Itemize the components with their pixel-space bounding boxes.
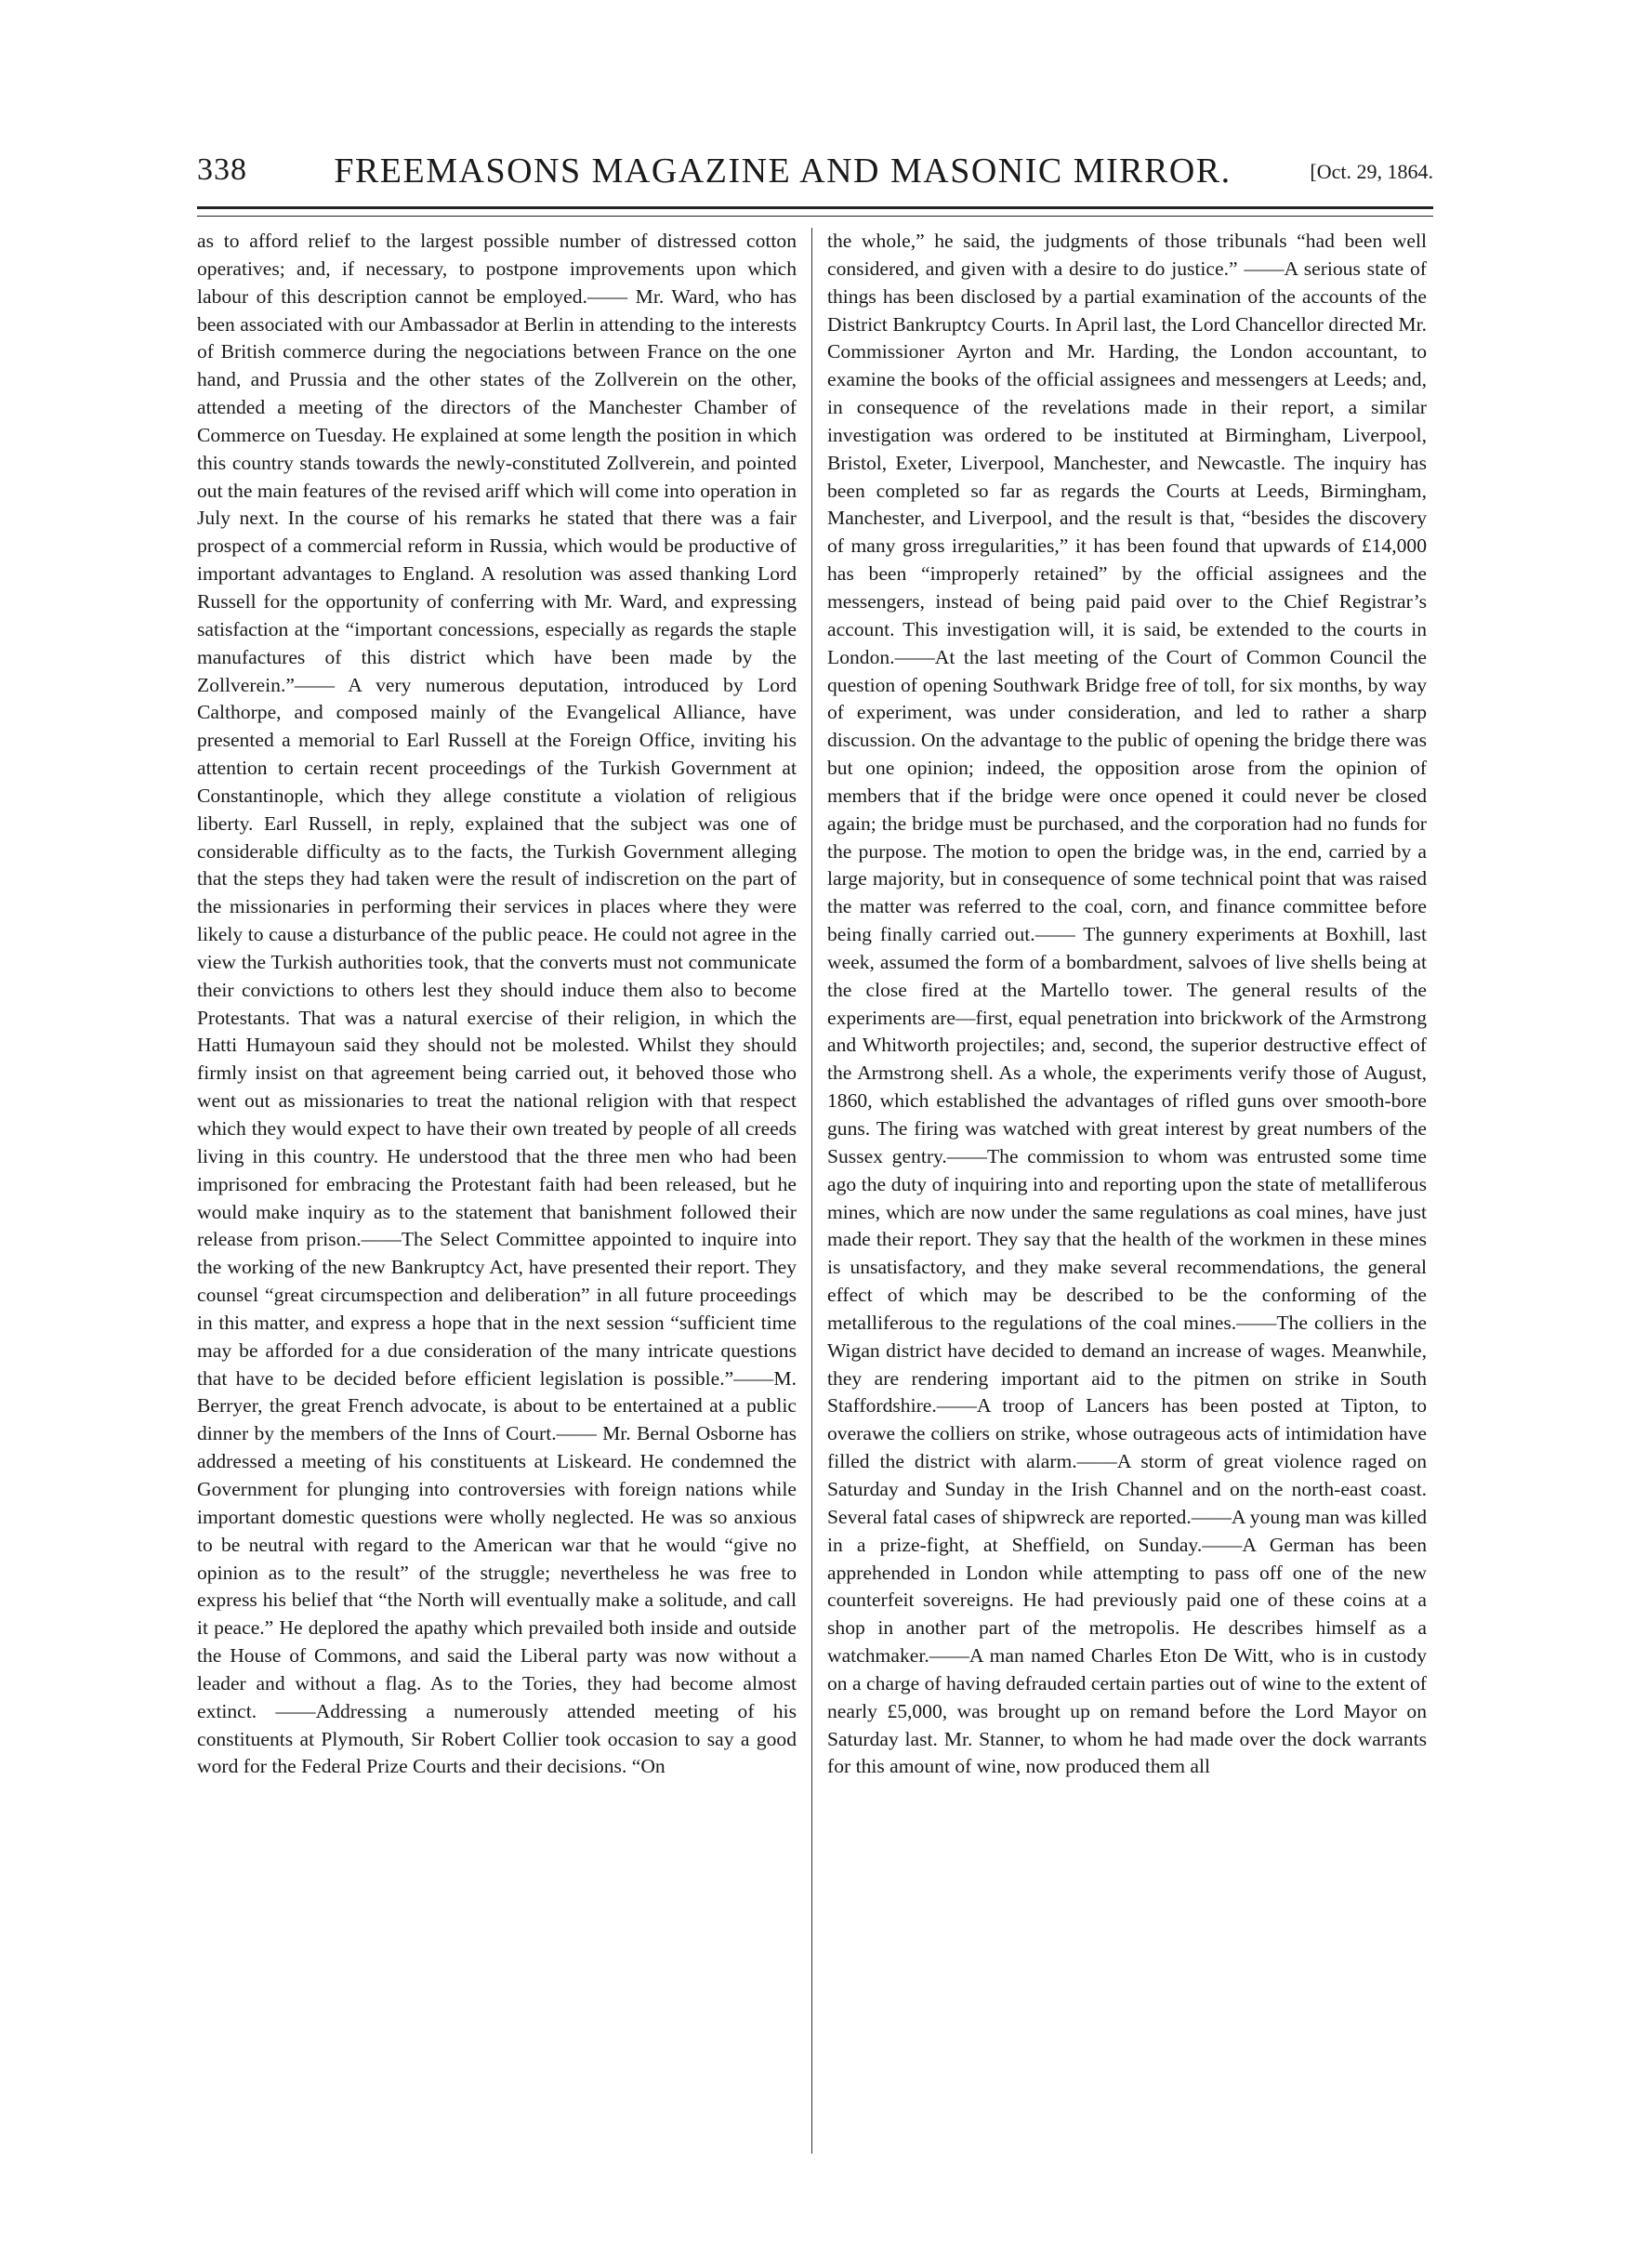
- right-column-text: the whole,” he said, the judgments of those tribunals “had been well considered, and given with a desire to do justice.” ——A serious state of things has been disclosed by a partial examination of the accounts of the District Bankruptcy Courts. In April last, the Lord Chancellor directed Mr. Commissioner Ayrton and Mr. Harding, the London accountant, to examine the books of the official assignees and messengers at Leeds; and, in consequence of the revelations made in their report, a similar investigation was ordered to be instituted at Birmingham, Liverpool, Bristol, Exeter, Liverpool, Manchester, and Newcastle. The inquiry has been completed so far as regards the Courts at Leeds, Birmingham, Manchester, and Liverpool, and the result is that, “besides the discovery of many gross irregularities,” it has been found that upwards of £14,000 has been “improperly retained” by the official assignees and the messengers, instead of being paid paid over to the Chief Registrar’s account. This investigation will, it is said, be extended to the courts in London.——At the last meeting of the Court of Common Council the question of opening Southwark Bridge free of toll, for six months, by way of experiment, was under consideration, and led to rather a sharp discussion. On the advantage to the public of opening the bridge there was but one opinion; indeed, the opposition arose from the opinion of members that if the bridge were once opened it could never be closed again; the bridge must be purchased, and the corporation had no funds for the purpose. The motion to open the bridge was, in the end, carried by a large majority, but in consequence of some technical point that was raised the matter was referred to the coal, corn, and finance committee before being finally carried out.—— The gunnery experiments at Boxhill, last week, assumed the form of a bombardment, salvoes of live shells being at the close fired at the Martello tower. The general results of the experiments are—first, equal penetration into brickwork of the Armstrong and Whitworth projectiles; and, second, the superior destructive effect of the Armstrong shell. As a whole, the experiments verify those of August, 1860, which established the advantages of rifled guns over smooth-bore guns. The firing was watched with great interest by great numbers of the Sussex gentry.——The commission to whom was entrusted some time ago the duty of inquiring into and reporting upon the state of metalliferous mines, which are now under the same regulations as coal mines, have just made their report. They say that the health of the workmen in these mines is unsatisfactory, and they make several recommendations, the general effect of which may be described to be the conforming of the metalliferous to the regulations of the coal mines.——The colliers in the Wigan district have decided to demand an increase of wages. Meanwhile, they are rendering important aid to the pitmen on strike in South Staffordshire.——A troop of Lancers has been posted at Tipton, to overawe the colliers on strike, whose outrageous acts of intimidation have filled the district with alarm.——A storm of great violence raged on Saturday and Sunday in the Irish Channel and on the north-east coast. Several fatal cases of shipwreck are reported.——A young man was killed in a prize-fight, at Sheffield, on Sunday.——A German has been apprehended in London while attempting to pass off one of the new counterfeit sovereigns. He had previously paid one of these coins at a shop in another part of the metropolis. He describes himself as a watchmaker.——A man named Charles Eton De Witt, who is in custody on a charge of having defrauded certain parties out of wine to the extent of nearly £5,000, was brought up on remand before the Lord Mayor on Saturday last. Mr. Stanner, to whom he had made over the dock warrants for this amount of wine, now produced them all: [827, 230, 1427, 1778]
- page-number: 338: [197, 152, 247, 187]
- right-column: [827, 228, 1427, 1781]
- issue-date: [Oct. 29, 1864.: [1310, 160, 1433, 183]
- header-rule-thin: [197, 216, 1433, 217]
- masthead: [197, 147, 1433, 212]
- header-rule-thick: [197, 206, 1433, 209]
- left-column-text: as to afford relief to the largest possible number of distressed cotton operatives; and, if necessary, to postpone improvements upon which labour of this description cannot be employed.—— Mr. Ward, who has been associated with our Ambassador at Berlin in attending to the interests of British commerce during the negociations between France on the one hand, and Prussia and the other states of the Zollverein on the other, attended a meeting of the directors of the Manchester Chamber of Commerce on Tuesday. He explained at some length the position in which this country stands towards the newly-constituted Zollverein, and pointed out the main features of the revised ariff which will come into operation in July next. In the course of his remarks he stated that there was a fair prospect of a commercial reform in Russia, which would be productive of important advantages to England. A resolution was assed thanking Lord Russell for the opportunity of conferring with Mr. Ward, and expressing satisfaction at the “important concessions, especially as regards the staple manufactures of this district which have been made by the Zollverein.”—— A very numerous deputation, introduced by Lord Calthorpe, and composed mainly of the Evangelical Alliance, have presented a memorial to Earl Russell at the Foreign Office, inviting his attention to certain recent proceedings of the Turkish Government at Constantinople, which they allege constitute a violation of religious liberty. Earl Russell, in reply, explained that the subject was one of considerable difficulty as to the facts, the Turkish Government alleging that the steps they had taken were the result of indiscretion on the part of the missionaries in performing their services in places where they were likely to cause a disturbance of the public peace. He could not agree in the view the Turkish authorities took, that the converts must not communicate their convictions to others lest they should induce them also to become Protestants. That was a natural exercise of their religion, in which the Hatti Humayoun said they should not be molested. Whilst they should firmly insist on that agreement being carried out, it behoved those who went out as missionaries to treat the national religion with that respect which they would expect to have their own treated by people of all creeds living in this country. He understood that the three men who had been imprisoned for embracing the Protestant faith had been released, but he would make inquiry as to the statement that banishment followed their release from prison.——The Select Committee appointed to inquire into the working of the new Bankruptcy Act, have presented their report. They counsel “great circumspection and deliberation” in all future proceedings in this matter, and express a hope that in the next session “sufficient time may be afforded for a due consideration of the many intricate questions that have to be decided before efficient legislation is possible.”——M. Berryer, the great French advocate, is about to be entertained at a public dinner by the members of the Inns of Court.—— Mr. Bernal Osborne has addressed a meeting of his constituents at Liskeard. He condemned the Government for plunging into controversies with foreign nations while important domestic questions were wholly neglected. He was so anxious to be neutral with regard to the American war that he would “give no opinion as to the result” of the struggle; nevertheless he was free to express his belief that “the North will eventually make a solitude, and call it peace.” He deplored the apathy which prevailed both inside and outside the House of Commons, and said the Liberal party was now without a leader and without a flag. As to the Tories, they had become almost extinct. ——Addressing a numerously attended meeting of his constituents at Plymouth, Sir Robert Collier took occasion to say a good word for the Federal Prize Courts and their decisions. “On: [197, 230, 797, 1778]
- publication-title: FREEMASONS MAGAZINE AND MASONIC MIRROR.: [334, 152, 1232, 191]
- column-divider: [811, 228, 812, 2154]
- left-column: [197, 228, 797, 1781]
